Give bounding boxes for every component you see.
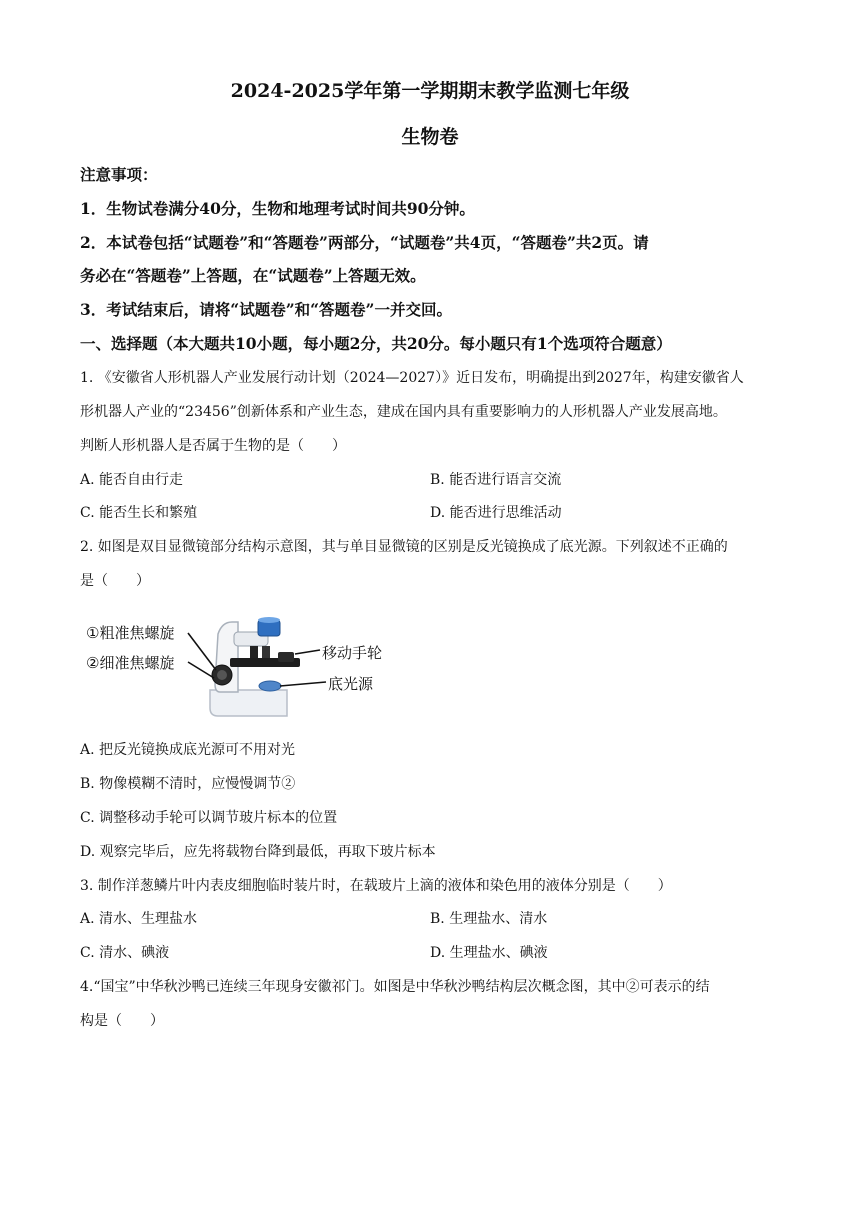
q1-option-b: B. 能否进行语言交流 <box>430 472 562 488</box>
q1-option-a: A. 能否自由行走 <box>80 472 184 488</box>
note-1: 1．生物试卷满分40分，生物和地理考试时间共90分钟。 <box>80 199 475 218</box>
q3-option-b: B. 生理盐水、清水 <box>430 911 548 927</box>
q1-option-c: C. 能否生长和繁殖 <box>80 505 198 521</box>
label-stage-wheel: 移动手轮 <box>322 644 383 662</box>
q3-option-d: D. 生理盐水、碘液 <box>430 945 548 961</box>
q2-option-b: B. 物像模糊不清时，应慢慢调节② <box>80 776 296 792</box>
section-heading: 一、选择题（本大题共10小题，每小题2分，共20分。每小题只有1个选项符合题意） <box>80 334 672 353</box>
q1-stem-line-3: 判断人形机器人是否属于生物的是（ ） <box>80 438 346 454</box>
q1-stem-line-2: 形机器人产业的“23456”创新体系和产业生态，建成在国内具有重要影响力的人形机器人产业发展高地。 <box>80 404 727 420</box>
exam-subtitle: 生物卷 <box>401 126 459 148</box>
q3-option-c: C. 清水、碘液 <box>80 945 170 961</box>
label-fine-focus: ②细准焦螺旋 <box>86 654 175 672</box>
label-coarse-focus: ①粗准焦螺旋 <box>86 624 175 642</box>
q3-stem: 3. 制作洋葱鳞片叶内表皮细胞临时装片时，在载玻片上滴的液体和染色用的液体分别是（ ） <box>80 878 672 894</box>
q2-option-c: C. 调整移动手轮可以调节玻片标本的位置 <box>80 810 338 826</box>
q4-stem-line-1: 4.“国宝”中华秋沙鸭已连续三年现身安徽祁门。如图是中华秋沙鸭结构层次概念图，其中②可表示的结 <box>80 979 710 995</box>
q2-option-a: A. 把反光镜换成底光源可不用对光 <box>80 742 296 758</box>
q2-option-d: D. 观察完毕后，应先将载物台降到最低，再取下玻片标本 <box>80 844 436 860</box>
q2-stem-line-1: 2. 如图是双目显微镜部分结构示意图，其与单目显微镜的区别是反光镜换成了底光源。下列叙述不正确的 <box>80 539 728 555</box>
note-2-line-1: 2．本试卷包括“试题卷”和“答题卷”两部分，“试题卷”共4页，“答题卷”共2页。请 <box>80 233 649 252</box>
q2-stem-line-2: 是（ ） <box>80 573 150 589</box>
q1-stem-line-1: 1. 《安徽省人形机器人产业发展行动计划（2024—2027）》近日发布，明确提出到2027年，构建安徽省人 <box>80 370 744 386</box>
exam-title: 2024-2025学年第一学期期末教学监测七年级 <box>230 80 630 102</box>
note-2-line-2: 务必在“答题卷”上答题，在“试题卷”上答题无效。 <box>80 266 426 285</box>
microscope-figure <box>82 612 382 724</box>
label-light-source: 底光源 <box>328 675 374 693</box>
q4-stem-line-2: 构是（ ） <box>80 1013 164 1029</box>
q3-option-a: A. 清水、生理盐水 <box>80 911 198 927</box>
q1-option-d: D. 能否进行思维活动 <box>430 505 562 521</box>
notes-heading: 注意事项： <box>80 165 158 184</box>
note-3: 3．考试结束后，请将“试题卷”和“答题卷”一并交回。 <box>80 300 452 319</box>
